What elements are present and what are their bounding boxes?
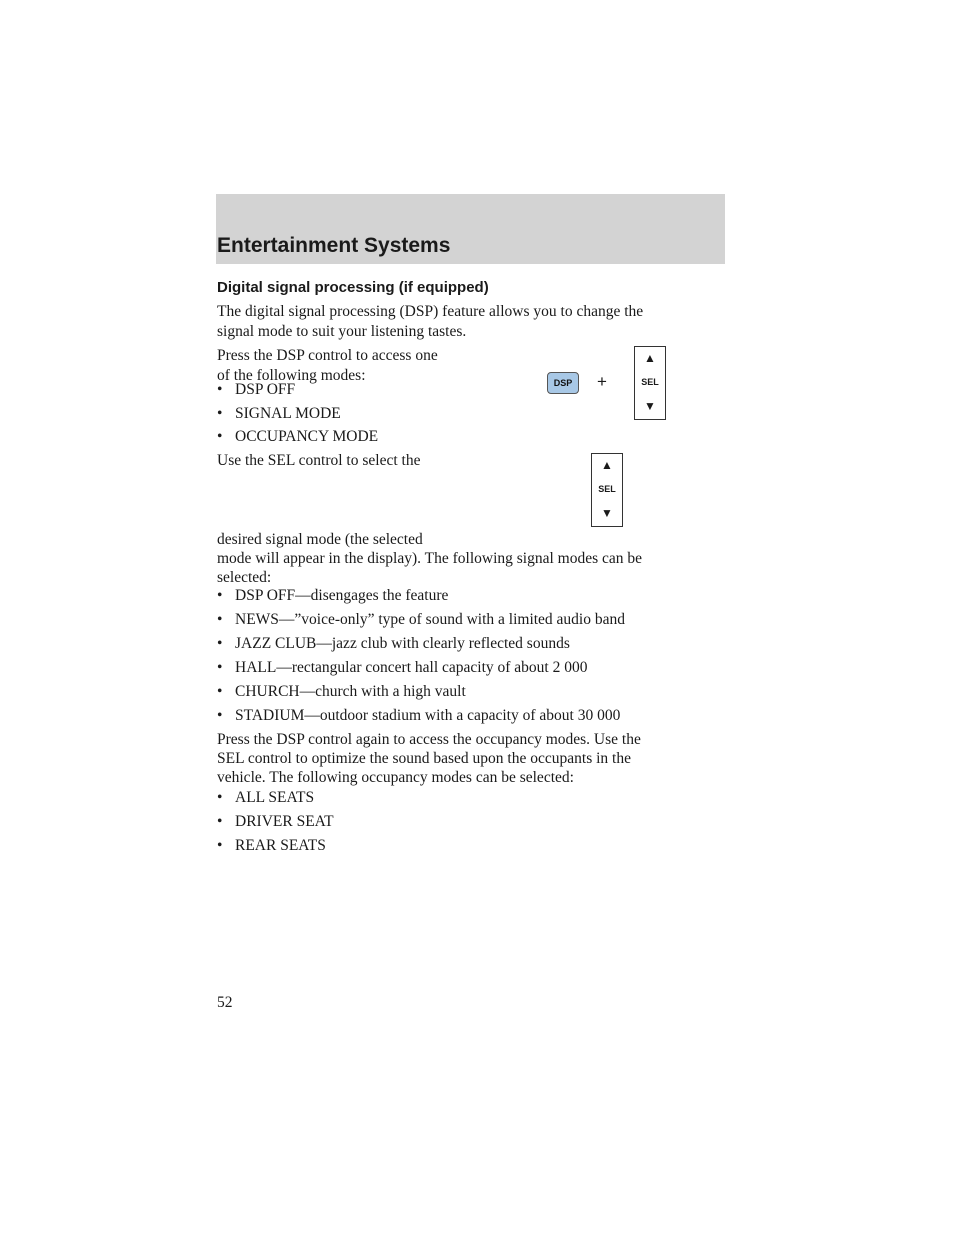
arrow-up-icon: ▲ [644, 351, 656, 365]
intro-line-2: signal mode to suit your listening tastes. [217, 323, 467, 340]
section-heading: Digital signal processing (if equipped) [217, 279, 489, 296]
occupancy-mode-label: REAR SEATS [235, 837, 326, 854]
mode-label: SIGNAL MODE [235, 405, 341, 422]
press-line-2: of the following modes: [217, 367, 366, 384]
list-item [217, 788, 314, 808]
desired-line-1: desired signal mode (the selected [217, 531, 423, 548]
occupancy-mode-label: ALL SEATS [235, 789, 315, 806]
list-item [217, 610, 625, 630]
arrow-down-icon: ▼ [644, 399, 656, 413]
list-item [217, 706, 620, 726]
bullet-icon: • [217, 683, 223, 700]
page-number: 52 [217, 994, 233, 1011]
arrow-up-icon: ▲ [601, 458, 613, 472]
signal-mode-label: CHURCH—church with a high vault [235, 683, 466, 700]
list-item [217, 404, 341, 424]
mode-label: OCCUPANCY MODE [235, 428, 379, 445]
bullet-icon: • [217, 837, 223, 854]
list-item [217, 812, 334, 832]
list-item [217, 682, 466, 702]
desired-line-3: selected: [217, 569, 272, 586]
list-item [217, 634, 570, 654]
bullet-icon: • [217, 789, 223, 806]
signal-mode-label: NEWS—”voice-only” type of sound with a limited audio band [235, 611, 625, 628]
list-item [217, 586, 448, 606]
occupancy-line-2: SEL control to optimize the sound based upon the occupants in the [217, 750, 631, 767]
signal-mode-label: DSP OFF—disengages the feature [235, 587, 449, 604]
dsp-button-figure: DSP [547, 372, 579, 394]
occupancy-line-3: vehicle. The following occupancy modes can be selected: [217, 769, 574, 786]
bullet-icon: • [217, 635, 223, 652]
intro-line-1: The digital signal processing (DSP) feature allows you to change the [217, 303, 644, 320]
sel-control-figure [634, 346, 666, 420]
bullet-icon: • [217, 659, 223, 676]
arrow-down-icon: ▼ [601, 506, 613, 520]
list-item [217, 658, 587, 678]
page-title: Entertainment Systems [217, 234, 451, 257]
sel-label: SEL [598, 484, 616, 494]
bullet-icon: • [217, 381, 223, 398]
desired-line-2: mode will appear in the display). The following signal modes can be [217, 550, 643, 567]
list-item [217, 380, 295, 400]
press-line-1: Press the DSP control to access one [217, 347, 438, 364]
bullet-icon: • [217, 405, 223, 422]
list-item [217, 427, 378, 447]
bullet-icon: • [217, 587, 223, 604]
sel-control-figure-2 [591, 453, 623, 527]
occupancy-mode-label: DRIVER SEAT [235, 813, 334, 830]
signal-mode-label: HALL—rectangular concert hall capacity of about 2 000 [235, 659, 588, 676]
bullet-icon: • [217, 428, 223, 445]
signal-mode-label: JAZZ CLUB—jazz club with clearly reflected sounds [235, 635, 570, 652]
occupancy-line-1: Press the DSP control again to access the occupancy modes. Use the [217, 731, 641, 748]
list-item [217, 836, 326, 856]
sel-label: SEL [641, 377, 659, 387]
bullet-icon: • [217, 707, 223, 724]
signal-mode-label: STADIUM—outdoor stadium with a capacity of about 30 000 [235, 707, 621, 724]
use-line: Use the SEL control to select the [217, 452, 421, 469]
bullet-icon: • [217, 813, 223, 830]
bullet-icon: • [217, 611, 223, 628]
plus-icon: + [597, 372, 607, 391]
mode-label: DSP OFF [235, 381, 296, 398]
